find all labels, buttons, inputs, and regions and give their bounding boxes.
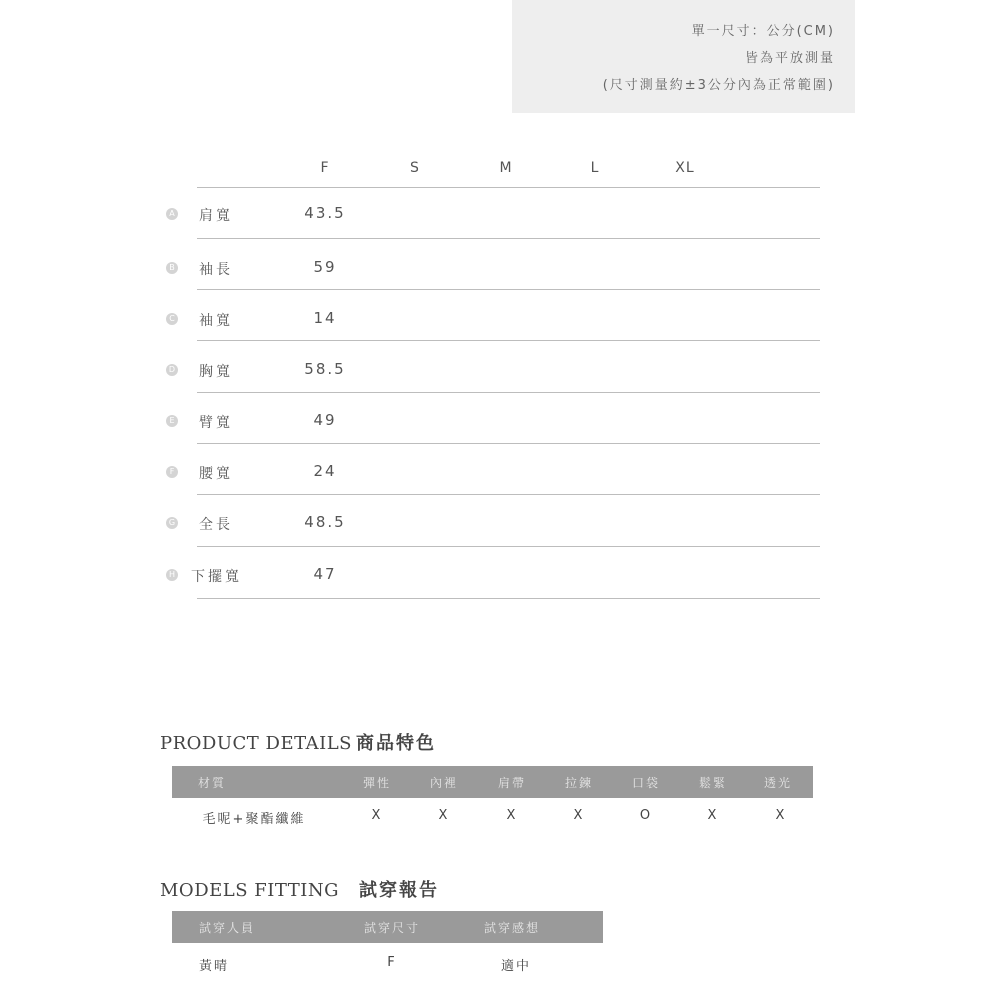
measurement-row <box>0 462 1000 484</box>
measurement-row <box>0 258 1000 280</box>
measurement-value: 48.5 <box>304 513 346 531</box>
table-divider <box>197 494 820 495</box>
column-header: 肩帶 <box>497 776 527 790</box>
row-badge: H <box>166 569 178 581</box>
table-divider <box>197 443 820 444</box>
feature-value: X <box>573 808 585 823</box>
note-method: 皆為平放測量 <box>744 51 835 66</box>
measurement-label: 全長 <box>199 517 233 533</box>
section-title-en: PRODUCT DETAILS <box>160 733 353 754</box>
row-badge: C <box>166 313 178 325</box>
measurement-label: 腰寬 <box>199 466 233 482</box>
measurement-value: 49 <box>313 411 337 429</box>
models-fitting-title <box>160 876 439 902</box>
measurement-row <box>0 565 1000 587</box>
material-value: 毛呢+聚酯纖維 <box>202 812 306 827</box>
product-details-header <box>172 766 813 798</box>
measurement-row <box>0 204 1000 226</box>
table-divider <box>197 598 820 599</box>
model-name: 黃晴 <box>198 959 230 974</box>
column-header: 試穿尺寸 <box>363 921 421 935</box>
measurement-row <box>0 309 1000 331</box>
row-badge: F <box>166 466 178 478</box>
models-fitting-header <box>172 911 603 943</box>
feature-value: X <box>371 808 383 823</box>
column-header: 拉鍊 <box>564 776 594 790</box>
note-tolerance: (尺寸測量約±3公分內為正常範圍) <box>602 78 835 93</box>
measurement-value: 47 <box>313 565 337 583</box>
measurement-row <box>0 513 1000 535</box>
column-header: 口袋 <box>631 776 661 790</box>
feature-value: X <box>775 808 787 823</box>
feature-value: X <box>707 808 719 823</box>
column-header: 透光 <box>763 776 793 790</box>
feature-value: X <box>438 808 450 823</box>
table-divider <box>197 289 820 290</box>
table-divider <box>197 238 820 239</box>
table-divider <box>197 340 820 341</box>
row-badge: A <box>166 208 178 220</box>
measurement-value: 24 <box>313 462 337 480</box>
feature-value: O <box>639 808 653 823</box>
measurement-value: 43.5 <box>304 204 346 222</box>
note-unit: 單一尺寸：公分(CM) <box>691 24 835 39</box>
size-label: L <box>590 160 600 176</box>
size-label: M <box>499 160 513 176</box>
column-header: 試穿感想 <box>483 921 541 935</box>
section-title-zh: 商品特色 <box>356 733 437 754</box>
size-label: XL <box>675 160 695 176</box>
table-divider <box>197 546 820 547</box>
measurement-note <box>512 0 855 113</box>
row-badge: E <box>166 415 178 427</box>
column-header: 鬆緊 <box>698 776 728 790</box>
measurement-label: 袖寬 <box>199 313 233 329</box>
column-header: 彈性 <box>362 776 392 790</box>
column-header: 試穿人員 <box>198 921 256 935</box>
row-badge: B <box>166 262 178 274</box>
measurement-value: 59 <box>313 258 337 276</box>
measurement-label: 肩寬 <box>199 208 233 224</box>
column-header: 內裡 <box>429 776 459 790</box>
measurement-label: 袖長 <box>199 262 233 278</box>
measurement-value: 58.5 <box>304 360 346 378</box>
size-label: S <box>410 160 420 176</box>
measurement-row <box>0 411 1000 433</box>
size-header <box>0 160 1000 178</box>
size-label: F <box>320 160 330 176</box>
row-badge: G <box>166 517 178 529</box>
section-title-zh: 試穿報告 <box>358 880 439 901</box>
feature-value: X <box>506 808 518 823</box>
row-badge: D <box>166 364 178 376</box>
table-divider <box>197 392 820 393</box>
measurement-row <box>0 360 1000 382</box>
section-title-en: MODELS FITTING <box>160 880 339 901</box>
model-size: F <box>387 955 397 970</box>
measurement-value: 14 <box>313 309 337 327</box>
model-feedback: 適中 <box>500 959 532 974</box>
measurement-label: 臂寬 <box>199 415 233 431</box>
measurement-label: 下擺寬 <box>191 569 242 585</box>
column-header: 材質 <box>197 776 227 790</box>
table-divider <box>197 187 820 188</box>
product-details-title <box>160 729 436 755</box>
measurement-label: 胸寬 <box>199 364 233 380</box>
